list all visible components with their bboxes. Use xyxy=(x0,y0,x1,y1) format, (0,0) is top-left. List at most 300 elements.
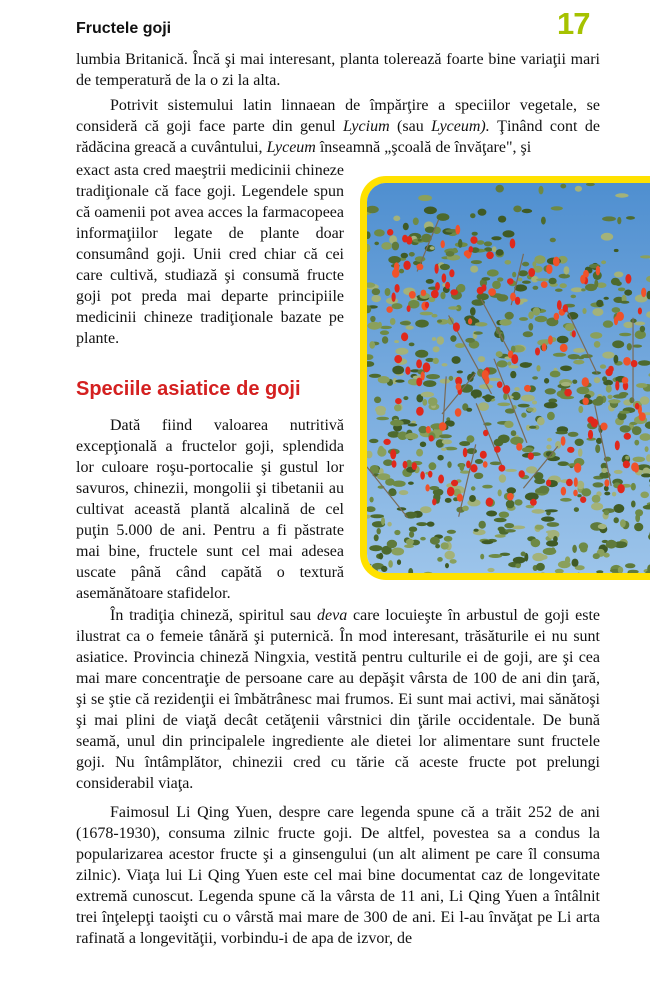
leaf-cluster xyxy=(602,352,614,359)
leaf-cluster xyxy=(505,260,512,265)
leaf-cluster xyxy=(538,486,549,494)
leaf-cluster xyxy=(606,385,612,393)
goji-berry xyxy=(634,464,639,473)
goji-berry xyxy=(573,490,578,497)
leaf-cluster xyxy=(496,351,503,357)
leaf-cluster xyxy=(634,440,639,446)
leaf-cluster xyxy=(565,556,570,563)
goji-berry xyxy=(604,479,609,487)
leaf-cluster xyxy=(604,510,609,515)
leaf-cluster xyxy=(474,331,483,334)
goji-berry xyxy=(560,344,568,352)
leaf-cluster xyxy=(437,320,442,323)
goji-berry xyxy=(587,416,594,423)
leaf-cluster xyxy=(406,326,414,330)
leaf-cluster xyxy=(378,376,390,383)
goji-berry xyxy=(488,288,496,296)
leaf-cluster xyxy=(415,256,426,262)
leaf-cluster xyxy=(376,417,389,421)
goji-berry xyxy=(563,304,568,312)
leaf-cluster xyxy=(523,331,533,337)
goji-berry xyxy=(403,461,408,469)
goji-berry xyxy=(528,268,535,277)
goji-berry xyxy=(511,354,518,364)
leaf-cluster xyxy=(541,217,546,225)
goji-berry xyxy=(482,370,489,380)
leaf-cluster xyxy=(592,495,601,503)
leaf-cluster xyxy=(611,278,620,286)
leaf-cluster xyxy=(381,242,392,250)
goji-berry xyxy=(455,408,462,417)
goji-berry xyxy=(416,378,422,387)
leaf-cluster xyxy=(392,481,405,487)
leaf-cluster xyxy=(623,322,634,328)
goji-berry xyxy=(638,308,642,315)
leaf-cluster xyxy=(420,506,431,513)
leaf-cluster xyxy=(572,545,577,553)
leaf-cluster xyxy=(561,382,571,386)
goji-berry xyxy=(447,487,455,497)
paragraph-lycium: Potrivit sistemului latin linnaean de împărţire a speciilor vegetale, se consideră că goji face parte din genul Lycium (sau Lyceum). Ţinând cont de rădăcina greacă a cuvântului, Lyceum înseamnă „şcoală de învăţare", şi xyxy=(76,97,601,156)
goji-berry xyxy=(455,225,460,235)
leaf-cluster xyxy=(492,246,497,252)
leaf-cluster xyxy=(498,527,505,532)
leaf-cluster xyxy=(607,395,612,399)
leaf-cluster xyxy=(513,557,526,564)
goji-berry xyxy=(631,360,638,367)
leaf-cluster xyxy=(374,242,379,246)
leaf-cluster xyxy=(437,455,443,461)
leaf-cluster xyxy=(371,295,381,302)
leaf-cluster xyxy=(617,217,621,224)
leaf-cluster xyxy=(560,283,567,288)
leaf-cluster xyxy=(470,266,478,273)
leaf-cluster xyxy=(590,332,602,339)
leaf-cluster xyxy=(591,503,603,511)
leaf-cluster xyxy=(428,397,437,406)
leaf-cluster xyxy=(390,318,396,325)
leaf-cluster xyxy=(495,534,506,537)
leaf-cluster xyxy=(529,426,536,429)
leaf-cluster xyxy=(393,216,400,222)
leaf-cluster xyxy=(445,563,449,568)
goji-berry xyxy=(395,284,400,293)
leaf-cluster xyxy=(416,522,427,526)
leaf-cluster xyxy=(581,354,593,358)
leaf-cluster xyxy=(406,539,414,545)
goji-berry xyxy=(469,246,474,252)
leaf-cluster xyxy=(595,444,600,453)
goji-berry xyxy=(582,377,589,387)
goji-berry xyxy=(442,273,447,282)
leaf-cluster xyxy=(374,229,385,236)
leaf-cluster xyxy=(536,278,549,281)
leaf-cluster xyxy=(450,335,456,342)
leaf-cluster xyxy=(441,448,447,451)
leaf-cluster xyxy=(478,402,489,411)
leaf-cluster xyxy=(374,534,379,541)
leaf-cluster xyxy=(440,379,450,384)
leaf-cluster xyxy=(608,399,620,403)
leaf-cluster xyxy=(409,252,415,257)
goji-berry xyxy=(428,471,432,478)
leaf-cluster xyxy=(546,540,558,546)
goji-berry xyxy=(445,282,450,289)
goji-berry xyxy=(553,257,560,267)
goji-berry xyxy=(425,302,429,308)
leaf-cluster xyxy=(486,511,497,517)
leaf-cluster xyxy=(594,377,600,383)
leaf-cluster xyxy=(546,445,551,450)
leaf-cluster xyxy=(540,555,548,560)
leaf-cluster xyxy=(507,487,516,494)
goji-berry xyxy=(497,381,503,388)
goji-berry xyxy=(557,300,562,310)
goji-berry xyxy=(515,297,520,305)
goji-berry xyxy=(541,281,548,288)
goji-berry xyxy=(451,480,458,486)
leaf-cluster xyxy=(497,403,510,407)
leaf-cluster xyxy=(474,473,483,479)
leaf-cluster xyxy=(377,448,386,457)
leaf-cluster xyxy=(614,504,625,513)
leaf-cluster xyxy=(545,388,556,394)
goji-berry xyxy=(387,229,393,236)
goji-berry xyxy=(483,430,488,436)
leaf-cluster xyxy=(521,395,535,402)
goji-berry xyxy=(564,389,572,397)
goji-berry xyxy=(483,461,488,468)
goji-berry xyxy=(528,452,534,459)
leaf-cluster xyxy=(604,297,609,300)
leaf-cluster xyxy=(625,456,629,460)
leaf-cluster xyxy=(447,461,451,468)
leaf-cluster xyxy=(539,186,544,195)
goji-berry xyxy=(470,236,477,244)
leaf-cluster xyxy=(418,195,432,201)
goji-berry xyxy=(426,426,431,433)
leaf-cluster xyxy=(557,336,569,344)
leaf-cluster xyxy=(511,392,520,401)
leaf-cluster xyxy=(421,392,434,398)
leaf-cluster xyxy=(452,356,461,364)
leaf-cluster xyxy=(510,437,523,445)
leaf-cluster xyxy=(409,343,415,347)
leaf-cluster xyxy=(394,404,401,411)
leaf-cluster xyxy=(490,462,502,466)
leaf-cluster xyxy=(433,358,439,364)
leaf-cluster xyxy=(450,559,457,564)
goji-berry xyxy=(615,441,620,451)
leaf-cluster xyxy=(547,412,555,420)
goji-berry xyxy=(641,288,646,298)
leaf-cluster xyxy=(405,512,418,519)
leaf-cluster xyxy=(632,345,642,348)
leaf-cluster xyxy=(405,433,418,440)
leaf-cluster xyxy=(635,295,648,303)
leaf-cluster xyxy=(390,420,404,426)
goji-berry xyxy=(449,269,454,277)
leaf-cluster xyxy=(602,216,616,221)
leaf-cluster xyxy=(423,380,436,387)
goji-berry xyxy=(583,398,589,406)
page-number: 17 xyxy=(557,6,590,41)
leaf-cluster xyxy=(459,441,470,446)
goji-berry xyxy=(401,332,408,341)
leaf-cluster xyxy=(446,251,455,257)
leaf-cluster xyxy=(387,540,397,548)
goji-berry xyxy=(567,447,574,453)
leaf-cluster xyxy=(543,548,557,555)
leaf-cluster xyxy=(404,544,414,548)
leaf-cluster xyxy=(420,537,426,541)
leaf-cluster xyxy=(514,499,522,505)
leaf-cluster xyxy=(532,401,537,405)
goji-berry xyxy=(439,422,447,431)
leaf-cluster xyxy=(634,523,643,532)
goji-berry xyxy=(566,479,573,487)
leaf-cluster xyxy=(645,446,649,452)
leaf-cluster xyxy=(620,425,631,432)
leaf-cluster xyxy=(560,366,572,372)
leaf-cluster xyxy=(522,447,534,452)
leaf-cluster xyxy=(370,514,384,518)
goji-berry xyxy=(441,240,445,248)
goji-berry xyxy=(392,269,399,278)
leaf-cluster xyxy=(394,340,399,343)
leaf-cluster xyxy=(466,408,472,412)
leaf-cluster xyxy=(394,530,400,535)
leaf-cluster xyxy=(581,488,591,496)
leaf-cluster xyxy=(435,544,440,548)
goji-berry xyxy=(623,357,631,366)
goji-berry xyxy=(392,460,397,467)
leaf-cluster xyxy=(370,497,374,503)
leaf-cluster xyxy=(413,218,419,226)
leaf-cluster xyxy=(594,341,601,348)
leaf-cluster xyxy=(370,316,375,322)
goji-berry xyxy=(580,275,585,284)
leaf-cluster xyxy=(614,470,623,474)
leaf-cluster xyxy=(400,321,411,325)
goji-berry xyxy=(548,335,553,344)
goji-berry xyxy=(420,471,425,479)
goji-berry xyxy=(507,278,514,284)
leaf-cluster xyxy=(596,300,603,307)
leaf-cluster xyxy=(505,469,517,472)
lycium-continuation xyxy=(76,160,344,349)
goji-berry xyxy=(435,282,440,291)
leaf-cluster xyxy=(426,374,440,379)
leaf-cluster xyxy=(399,490,409,495)
goji-berry xyxy=(438,475,444,484)
leaf-cluster xyxy=(397,559,401,565)
goji-berry xyxy=(390,449,396,459)
goji-berry xyxy=(507,493,514,501)
leaf-cluster xyxy=(521,552,526,557)
leaf-cluster xyxy=(634,322,645,326)
leaf-cluster xyxy=(420,442,426,448)
leaf-cluster xyxy=(558,461,569,466)
leaf-cluster xyxy=(415,350,428,358)
leaf-cluster xyxy=(369,341,375,349)
leaf-cluster xyxy=(409,527,417,532)
leaf-cluster xyxy=(577,387,590,395)
leaf-cluster xyxy=(482,485,493,489)
leaf-cluster xyxy=(430,246,435,250)
leaf-cluster xyxy=(573,348,585,353)
leaf-cluster xyxy=(526,408,533,412)
leaf-cluster xyxy=(575,439,584,446)
leaf-cluster xyxy=(392,303,403,309)
leaf-cluster xyxy=(372,288,380,295)
goji-berry xyxy=(405,367,410,375)
leaf-cluster xyxy=(367,572,373,573)
paragraph-continued: lumbia Britanică. Încă şi mai interesant, planta tolerează foarte bine variaţii mari de temperatură de la o zi la alta. xyxy=(76,51,600,89)
goji-berry xyxy=(519,470,525,477)
leaf-cluster xyxy=(518,404,530,408)
leaf-cluster xyxy=(572,559,579,567)
leaf-cluster xyxy=(408,423,418,426)
goji-berry xyxy=(450,289,458,295)
goji-berry xyxy=(392,292,396,302)
leaf-cluster xyxy=(602,376,607,381)
leaf-cluster xyxy=(553,353,566,357)
leaf-cluster xyxy=(442,363,448,366)
leaf-cluster xyxy=(532,261,536,267)
leaf-cluster xyxy=(544,378,549,384)
leaf-cluster xyxy=(496,249,504,256)
leaf-cluster xyxy=(574,507,579,512)
leaf-cluster xyxy=(508,365,518,368)
goji-berry xyxy=(546,264,552,274)
leaf-cluster xyxy=(571,295,577,299)
leaf-cluster xyxy=(604,492,610,496)
goji-berry xyxy=(617,484,624,493)
leaf-cluster xyxy=(470,307,476,316)
goji-berry xyxy=(486,252,494,260)
goji-berry xyxy=(639,412,646,421)
leaf-cluster xyxy=(395,380,404,383)
leaf-cluster xyxy=(627,343,632,350)
leaf-cluster xyxy=(593,553,600,559)
leaf-cluster xyxy=(510,371,516,378)
goji-berry xyxy=(403,261,410,270)
leaf-cluster xyxy=(440,292,445,299)
goji-berry xyxy=(572,330,576,337)
leaf-cluster xyxy=(598,524,607,529)
leaf-cluster xyxy=(613,394,626,398)
leaf-cluster xyxy=(550,238,556,243)
leaf-cluster xyxy=(550,371,561,378)
leaf-cluster xyxy=(437,557,443,562)
goji-berry xyxy=(466,461,471,469)
leaf-cluster xyxy=(471,260,482,264)
goji-berry xyxy=(480,451,487,459)
goji-berry xyxy=(394,355,402,363)
goji-berry xyxy=(435,264,439,274)
leaf-cluster xyxy=(536,365,540,371)
goji-berry xyxy=(416,264,423,270)
goji-berry xyxy=(503,385,511,394)
goji-berry xyxy=(561,436,566,445)
leaf-cluster xyxy=(489,554,503,558)
leaf-cluster xyxy=(568,432,579,437)
leaf-cluster xyxy=(573,360,584,365)
leaf-cluster xyxy=(422,399,427,406)
leaf-cluster xyxy=(415,320,429,328)
leaf-cluster xyxy=(506,500,515,509)
leaf-cluster xyxy=(640,326,645,332)
leaf-cluster xyxy=(416,449,423,457)
leaf-cluster xyxy=(458,239,462,248)
goji-berry xyxy=(457,494,463,502)
leaf-cluster xyxy=(492,281,501,289)
leaf-cluster xyxy=(475,459,483,464)
leaf-cluster xyxy=(453,248,458,252)
goji-berry xyxy=(546,480,551,487)
paragraph-li-qing-yuen: Faimosul Li Qing Yuen, despre care legenda spune că a trăit 252 de ani (1678-1930), consuma zilnic fructe goji. De altfel, povestea sa a condus la popularizarea acestor fructe şi a ginsengului (un alt aliment pe care îl consuma zilnic). Viaţa lui Li Qing Yuen este cel mai bine documentat caz de longevitate extremă cunoscut. Legenda spune că la vârsta de 11 ani, Li Qing Yuen a întâlnit trei înţelepţi taoişti cu o vârstă mai mare de 300 de ani. Ei l-au învăţat pe Li arta rafinată a longevităţii, vorbindu-i de apa de izvor, de xyxy=(76,804,600,947)
leaf-cluster xyxy=(430,537,440,545)
goji-berry xyxy=(486,498,493,507)
leaf-cluster xyxy=(437,336,445,345)
leaf-cluster xyxy=(513,206,521,213)
leaf-cluster xyxy=(432,337,436,341)
leaf-cluster xyxy=(531,539,541,547)
leaf-cluster xyxy=(385,288,391,296)
leaf-cluster xyxy=(579,542,588,550)
leaf-cluster xyxy=(582,308,586,314)
leaf-cluster xyxy=(615,193,628,197)
leaf-cluster xyxy=(491,236,501,240)
goji-berry xyxy=(596,266,600,276)
leaf-cluster xyxy=(594,280,598,288)
leaf-cluster xyxy=(560,184,566,189)
leaf-cluster xyxy=(382,336,388,343)
leaf-cluster xyxy=(593,482,604,487)
leaf-cluster xyxy=(487,568,494,572)
leaf-cluster xyxy=(378,322,382,329)
leaf-cluster xyxy=(577,494,581,497)
goji-berry xyxy=(535,348,540,356)
leaf-cluster xyxy=(391,548,404,556)
goji-berry xyxy=(482,284,487,291)
leaf-cluster xyxy=(408,482,414,485)
leaf-cluster xyxy=(496,185,504,193)
leaf-cluster xyxy=(487,269,499,276)
leaf-cluster xyxy=(626,216,635,220)
leaf-cluster xyxy=(380,330,389,335)
leaf-cluster xyxy=(374,397,381,404)
leaf-cluster xyxy=(448,306,459,310)
goji-berry xyxy=(624,433,631,440)
leaf-cluster xyxy=(379,553,383,560)
leaf-cluster xyxy=(528,323,533,331)
goji-berry xyxy=(425,484,429,491)
leaf-cluster xyxy=(505,312,514,320)
leaf-cluster xyxy=(522,209,533,213)
goji-bush-illustration xyxy=(367,183,650,573)
leaf-cluster xyxy=(635,509,643,516)
goji-berry xyxy=(524,385,531,392)
leaf-cluster xyxy=(503,230,515,237)
leaf-cluster xyxy=(418,239,422,242)
goji-berry xyxy=(468,318,472,324)
goji-berry xyxy=(431,290,439,299)
leaf-cluster xyxy=(392,366,404,375)
goji-berry xyxy=(383,439,390,445)
leaf-cluster xyxy=(632,426,642,435)
